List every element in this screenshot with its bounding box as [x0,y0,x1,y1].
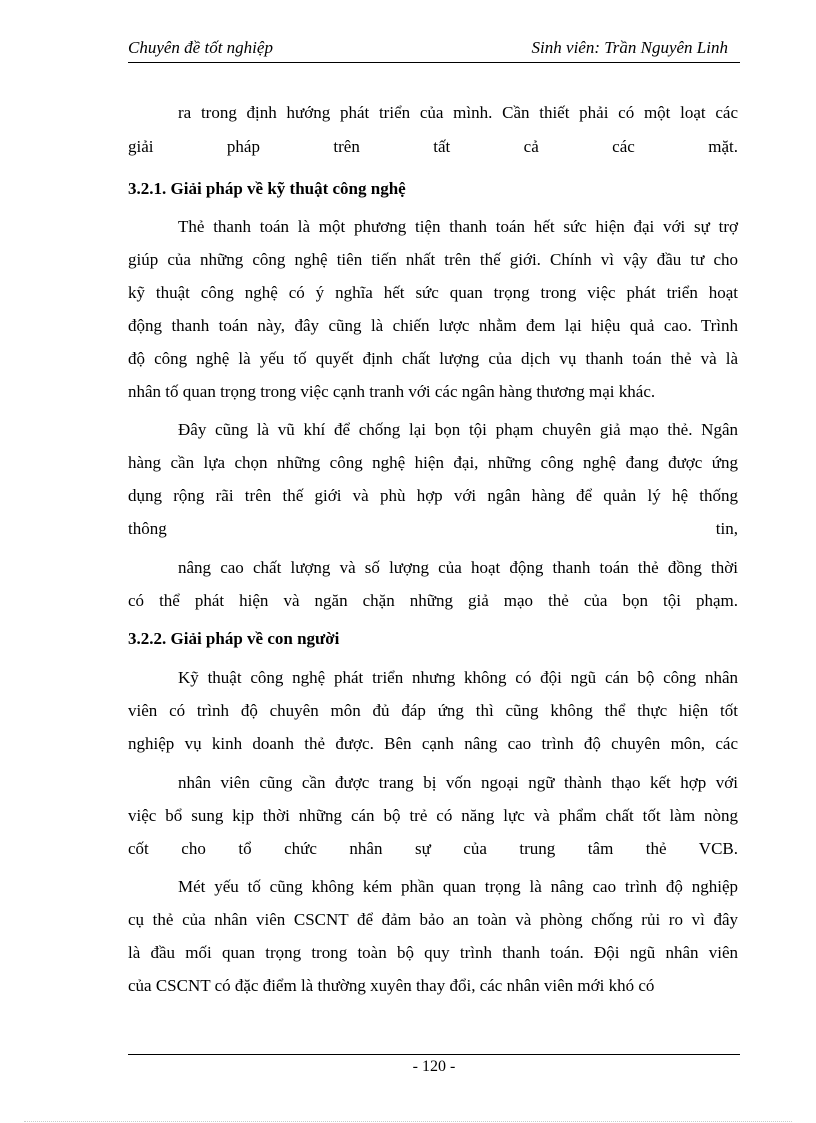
paragraph-line: độ công nghệ là yếu tố quyết định chất lượng của dịch vụ thanh toán thẻ và là [128,349,738,368]
section-heading-3-2-1: 3.2.1. Giải pháp về kỹ thuật công nghệ [128,179,406,198]
paragraph-line: việc bổ sung kịp thời những cán bộ trẻ có năng lực và phẩm chất tốt làm nòng [128,806,738,825]
footer-divider [128,1054,740,1055]
paragraph-line: giải pháp trên tất cả các mặt. [128,137,738,156]
paragraph-line: viên có trình độ chuyên môn đủ đáp ứng thì cũng không thể thực hiện tốt [128,701,738,720]
paragraph-line: có thể phát hiện và ngăn chặn những giả mạo thẻ của bọn tội phạm. [128,591,738,610]
page-number: - 120 - [412,1058,456,1075]
paragraph-line: nhân tố quan trọng trong việc cạnh tranh với các ngân hàng thương mại khác. [128,382,656,401]
paragraph-line: Kỹ thuật công nghệ phát triển nhưng không có đội ngũ cán bộ công nhân [178,668,738,687]
paragraph-line: Mét yếu tố cũng không kém phần quan trọng là nâng cao trình độ nghiệp [178,877,738,896]
paragraph-line: dụng rộng rãi trên thế giới và phù hợp với ngân hàng để quản lý hệ thống [128,486,738,505]
page-bottom-edge [24,1121,792,1122]
paragraph-line: động thanh toán này, đây cũng là chiến lược nhằm đem lại hiệu quả cao. Trình [128,316,738,335]
paragraph-line: là đầu mối quan trọng trong toàn bộ quy trình thanh toán. Đội ngũ nhân viên [128,943,738,962]
paragraph-line: Đây cũng là vũ khí để chống lại bọn tội phạm chuyên giả mạo thẻ. Ngân [178,420,738,439]
paragraph-line: nghiệp vụ kinh doanh thẻ được. Bên cạnh nâng cao trình độ chuyên môn, các [128,734,738,753]
paragraph-line: cốt cho tổ chức nhân sự của trung tâm thẻ VCB. [128,839,738,858]
paragraph-line: cụ thẻ của nhân viên CSCNT để đảm bảo an toàn và phòng chống rủi ro vì đây [128,910,738,929]
paragraph-line: thông tin, [128,519,738,538]
header-document-title: Chuyên đề tốt nghiệp [128,38,273,57]
section-heading-3-2-2: 3.2.2. Giải pháp về con người [128,629,340,648]
paragraph-line: của CSCNT có đặc điểm là thường xuyên thay đổi, các nhân viên mới khó có [128,976,655,995]
paragraph-line: kỹ thuật công nghệ có ý nghĩa hết sức quan trọng trong việc phát triển hoạt [128,283,738,302]
page-header [128,36,740,63]
paragraph-line: ra trong định hướng phát triển của mình. Cần thiết phải có một loạt các [178,103,738,122]
paragraph-line: nhân viên cũng cần được trang bị vốn ngoại ngữ thành thạo kết hợp với [178,773,738,792]
paragraph-line: nâng cao chất lượng và số lượng của hoạt động thanh toán thẻ đồng thời [178,558,738,577]
paragraph-line: hàng cần lựa chọn những công nghệ hiện đại, những công nghệ đang được ứng [128,453,738,472]
paragraph-line: Thẻ thanh toán là một phương tiện thanh toán hết sức hiện đại với sự trợ [178,217,738,236]
paragraph-line: giúp của những công nghệ tiên tiến nhất trên thế giới. Chính vì vậy đầu tư cho [128,250,738,269]
header-student-name: Sinh viên: Trần Nguyên Linh [531,38,728,57]
